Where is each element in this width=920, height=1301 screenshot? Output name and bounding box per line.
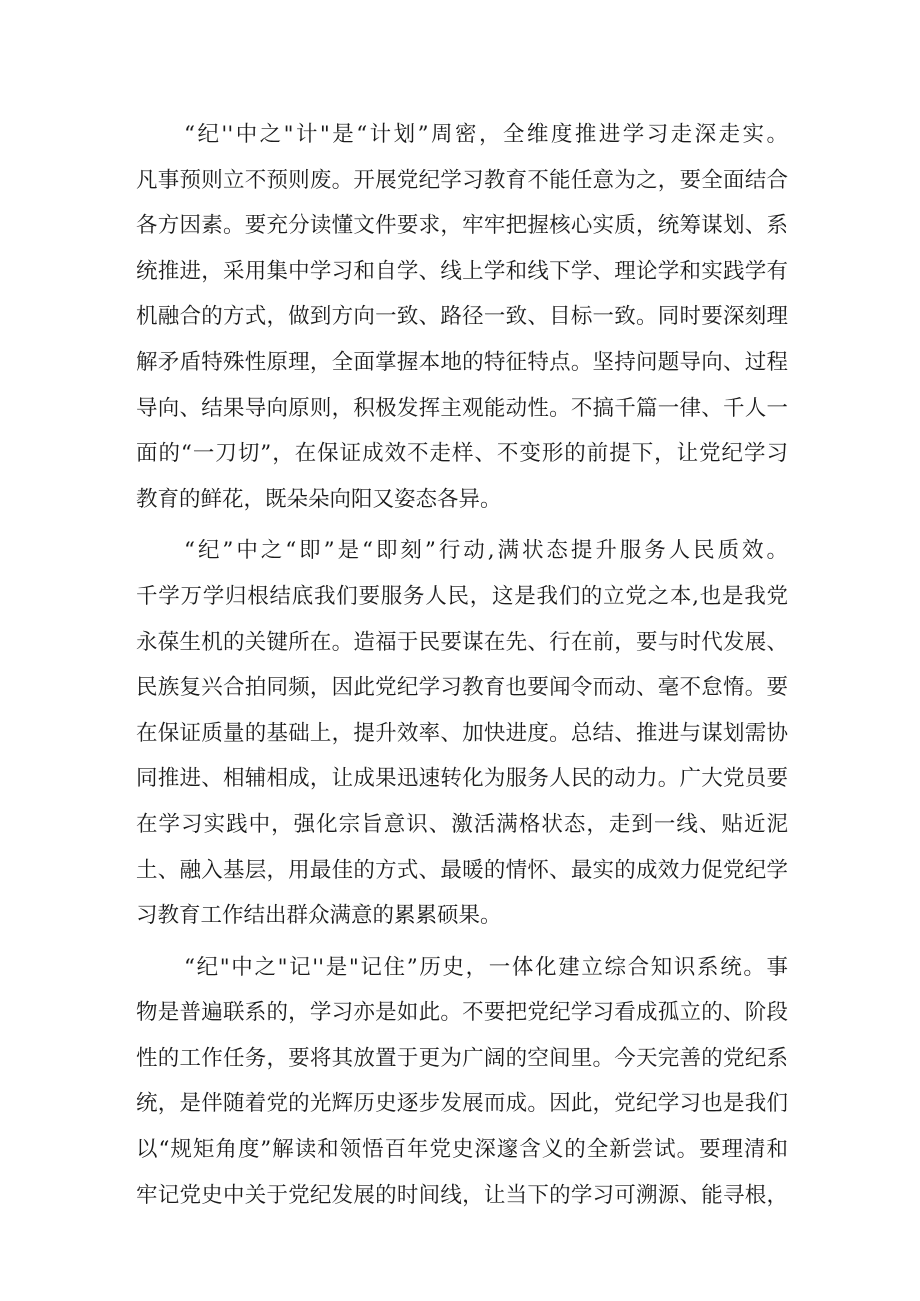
text-line: 性的工作任务，要将其放置于更为广阔的空间里。今天完善的党纪系 <box>136 1045 788 1071</box>
text-line: 面的“一刀切”，在保证成效不走样、不变形的前提下，让党纪学习 <box>136 441 788 467</box>
text-line: “纪''中之"计"是“计划”周密，全维度推进学习走深走实。 <box>184 122 788 147</box>
text-line: 牢记党史中关于党纪发展的时间线，让当下的学习可溯源、能寻根， <box>136 1182 788 1208</box>
text-line: 民族复兴合拍同频，因此党纪学习教育也要闻令而动、毫不怠惰。要 <box>136 675 788 701</box>
text-line: “纪"中之"记''是"记住”历史，一体化建立综合知识系统。事 <box>184 954 788 980</box>
text-line: 以“规矩角度”解读和领悟百年党史深邃含义的全新尝试。要理清和 <box>136 1137 788 1163</box>
text-line: 统推进，采用集中学习和自学、线上学和线下学、理论学和实践学有 <box>136 258 788 284</box>
text-line: 教育的鲜花，既朵朵向阳又姿态各异。 <box>136 486 502 512</box>
text-line: 物是普遍联系的，学习亦是如此。不要把党纪学习看成孤立的、阶段 <box>136 1000 788 1026</box>
text-line: 在保证质量的基础上，提升效率、加快进度。总结、推进与谋划需协 <box>136 720 788 746</box>
text-line: 永葆生机的关键所在。造福于民要谋在先、行在前，要与时代发展、 <box>136 629 788 655</box>
text-line: 凡事预则立不预则废。开展党纪学习教育不能任意为之，要全面结合 <box>136 167 788 193</box>
text-line: 同推进、相辅相成，让成果迅速转化为服务人民的动力。广大党员要 <box>136 766 788 792</box>
text-line: 统，是伴随着党的光辉历史逐步发展而成。因此，党纪学习也是我们 <box>136 1091 788 1117</box>
text-line: 习教育工作结出群众满意的累累硕果。 <box>136 903 502 929</box>
text-line: 机融合的方式，做到方向一致、路径一致、目标一致。同时要深刻理 <box>136 304 788 330</box>
text-line: 土、融入基层，用最佳的方式、最暖的情怀、最实的成效力促党纪学 <box>136 857 788 883</box>
document-body <box>136 112 788 1224</box>
text-line: 解矛盾特殊性原理，全面掌握本地的特征特点。坚持问题导向、过程 <box>136 349 788 375</box>
paragraph-2 <box>136 528 788 938</box>
text-line: “纪”中之“即”是“即刻”行动,满状态提升服务人民质效。 <box>184 538 788 564</box>
text-line: 各方因素。要充分读懂文件要求，牢牢把握核心实质，统筹谋划、系 <box>136 213 788 239</box>
text-line: 导向、结果导向原则，积极发挥主观能动性。不搞千篇一律、千人一 <box>136 395 788 421</box>
paragraph-1 <box>136 112 788 522</box>
paragraph-3 <box>136 945 788 1219</box>
text-line: 在学习实践中，强化宗旨意识、激活满格状态，走到一线、贴近泥 <box>136 811 788 837</box>
text-line: 千学万学归根结底我们要服务人民，这是我们的立党之本,也是我党 <box>136 583 788 609</box>
